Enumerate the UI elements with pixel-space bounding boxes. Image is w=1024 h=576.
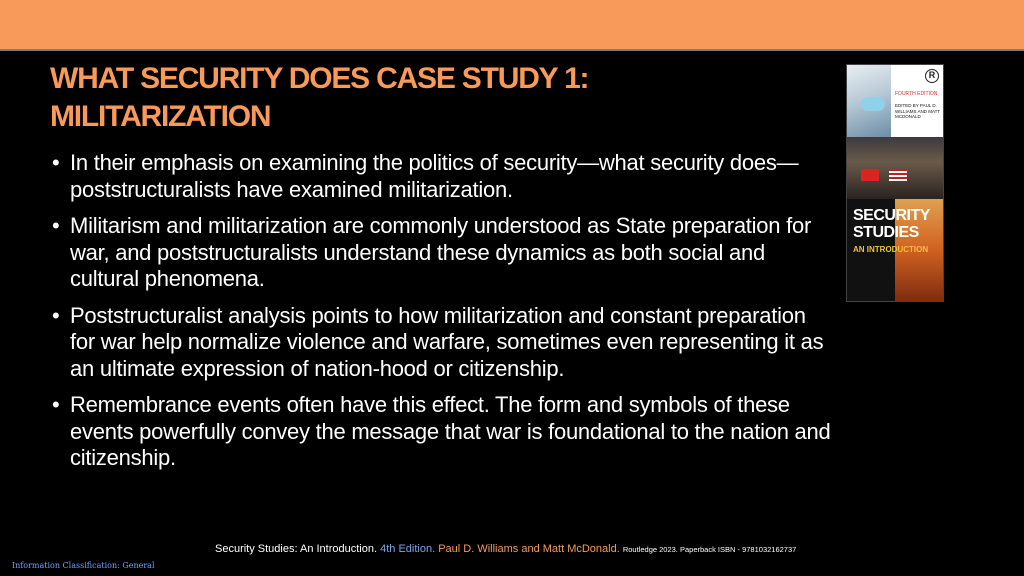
top-accent-bar [0,0,1024,51]
citation-publisher: Routledge 2023. Paperback ISBN - 9781032162737 [622,545,797,554]
cover-subtitle: AN INTRODUCTION [853,245,929,254]
book-cover-image [846,64,944,302]
cover-title-line-1: SECURITY [853,207,930,224]
citation-edition: 4th Edition. [380,543,436,555]
cover-photo-meeting [847,137,944,199]
classification-label: Information Classification: General [12,561,155,570]
publisher-logo-icon: R [925,69,939,83]
bullet-item: • Remembrance events often have this effect. The form and symbols of these events powerfully convey the message that war is foundational to the nation and citizenship. [52,392,832,472]
face-mask-shape [861,97,885,111]
slide-title [50,60,810,136]
citation-book-title: Security Studies: An Introduction. [215,543,378,555]
citation [215,542,796,557]
slide-title-line-1: WHAT SECURITY DOES CASE STUDY 1: [50,62,589,95]
bullet-list [52,150,832,482]
slide-title-line-2: MILITARIZATION [50,100,271,133]
bullet-item: • Poststructuralist analysis points to how militarization and constant preparation for war help normalize violence and warfare, sometimes even representing it as an ultimate expression of nation-hood or citizenship. [52,303,832,383]
flag-icon [889,169,907,181]
citation-authors: Paul D. Williams and Matt McDonald. [438,543,620,555]
flag-icon [861,169,879,181]
cover-edition-label: FOURTH EDITION [895,91,938,97]
cover-editors-label: EDITED BY PAUL D. WILLIAMS AND MATT MCDONALD [895,103,941,119]
cover-title-line-2: STUDIES [853,224,919,241]
bullet-item: • In their emphasis on examining the politics of security—what security does—poststructuralists have examined militarization. [52,150,832,203]
bullet-item: • Militarism and militarization are commonly understood as State preparation for war, and poststructuralists understand these dynamics as both social and cultural phenomena. [52,213,832,293]
cover-title [853,207,930,241]
